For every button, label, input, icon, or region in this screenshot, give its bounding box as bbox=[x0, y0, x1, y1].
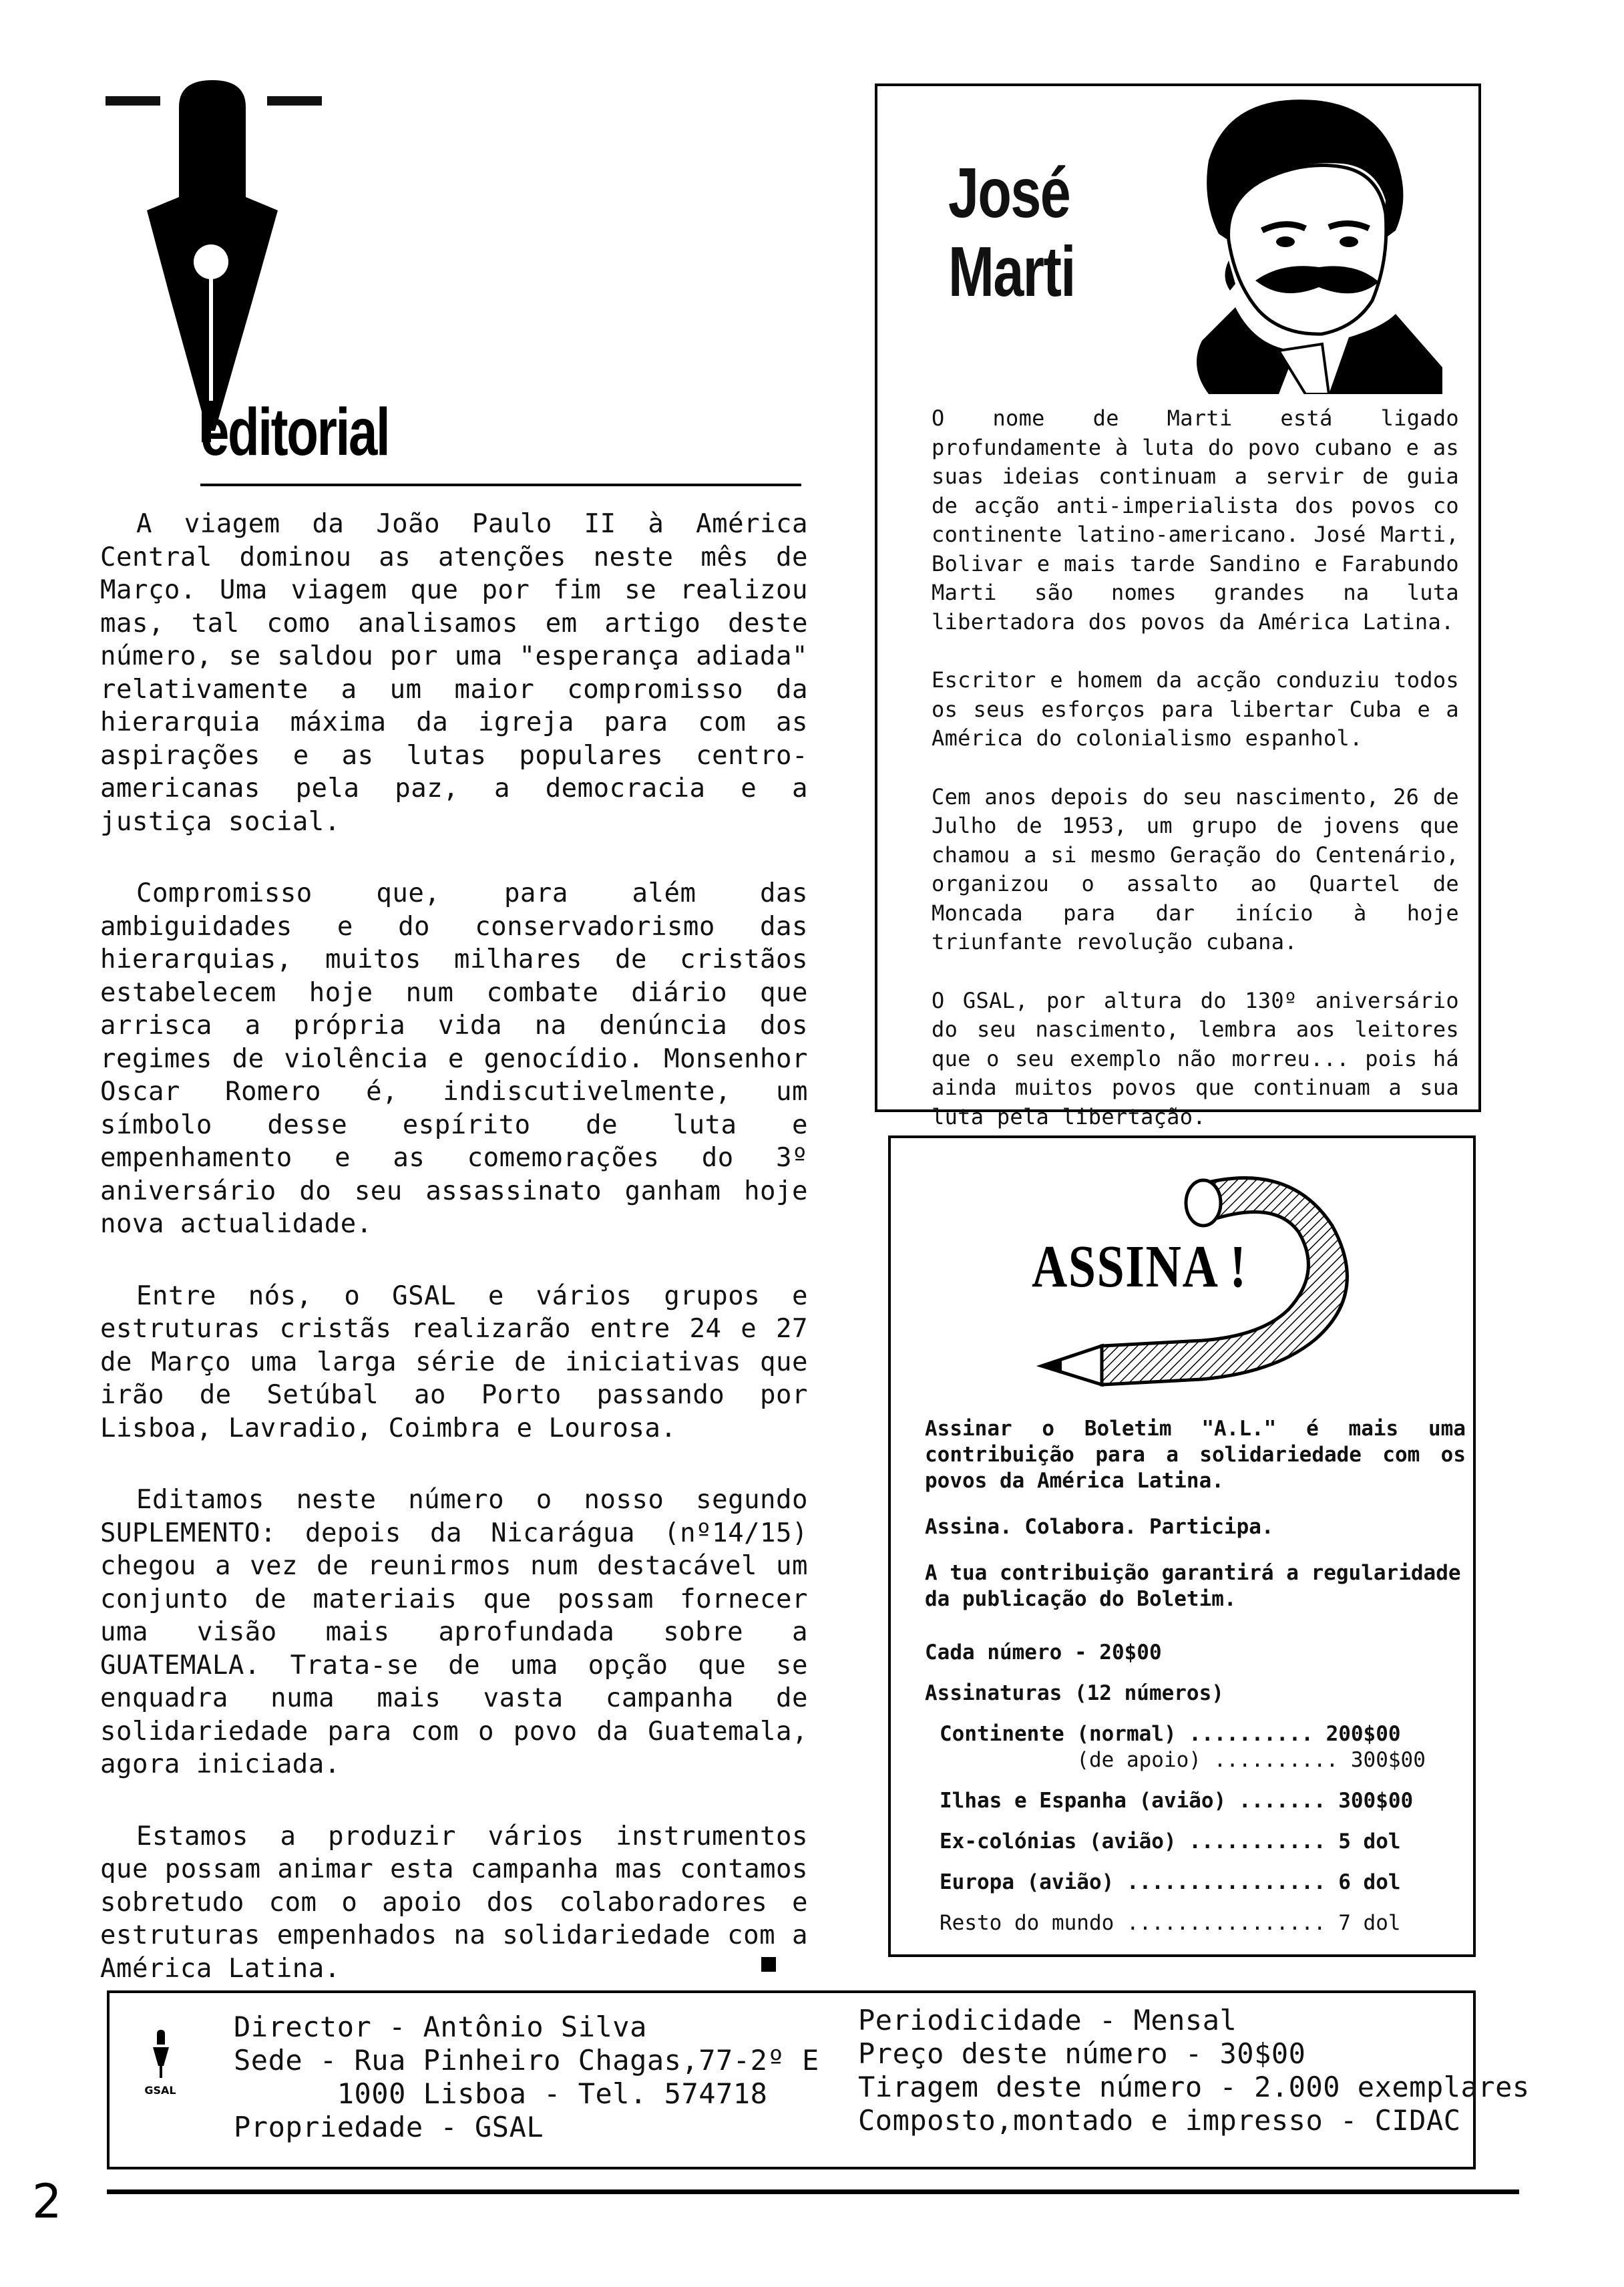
rate-row: Resto do mundo ................ 7 dol bbox=[940, 1911, 1401, 1935]
print-run-line: Tiragem deste número - 2.000 exemplares bbox=[858, 2071, 1530, 2103]
subscription-intro: Assinar o Boletim "A.L." é mais uma contribuição para a solidariedade com os povos da América Latina. bbox=[925, 1417, 1466, 1493]
rate-row: Europa (avião) ................ 6 dol bbox=[940, 1870, 1401, 1894]
jose-marti-title bbox=[948, 154, 1075, 311]
page-number: 2 bbox=[32, 2174, 62, 2229]
jose-marti-paragraph: O GSAL, por altura do 130º aniversário do seu nascimento, lembra aos leitores que o seu exemplo não morreu... pois há ainda muitos povos que continuam a sua luta pela libertação. bbox=[932, 987, 1459, 1129]
svg-text:GSAL: GSAL bbox=[144, 2084, 176, 2097]
editorial-heading: editorial bbox=[200, 395, 389, 470]
jose-marti-portrait-image bbox=[1129, 87, 1456, 394]
subscription-text bbox=[925, 1416, 1466, 1632]
rate-row: Ex-colónias (avião) ........... 5 dol bbox=[940, 1829, 1401, 1854]
single-issue-price: Cada número - 20$00 bbox=[925, 1640, 1162, 1664]
bottom-rule bbox=[107, 2189, 1519, 2194]
colophon-right bbox=[858, 2004, 1530, 2137]
editorial-paragraph: Editamos neste número o nosso segundo SUPLEMENTO: depois da Nicarágua (nº14/15) chegou a vez de reunirmos num destacável um conjunto de materiais que possam fornecer uma visão mais aprofundada sobre a GUATEMALA. Trata-se de uma opção que se enquadra numa mais vasta campanha de solidariedade para com o povo da Guatemala, agora iniciada. bbox=[100, 1485, 808, 1779]
editorial-paragraph: A viagem da João Paulo II à América Central dominou as atenções neste mês de Março. Uma viagem que por fim se realizou mas, tal como analisamos em artigo deste número, se saldou por uma "esperança adiada" relativamente a um maior compromisso da hierarquia máxima da igreja para com as aspirações e as lutas populares centro-americanas pela paz, a democracia e a justiça social. bbox=[100, 509, 808, 837]
printer-line: Composto,montado e impresso - CIDAC bbox=[858, 2104, 1461, 2137]
jose-marti-paragraph: Escritor e homem da acção conduziu todos os seus esforços para libertar Cuba e a América do colonialismo espanhol. bbox=[932, 667, 1459, 751]
rate-row: Continente (normal) .......... 200$00 bbox=[940, 1722, 1401, 1746]
jose-marti-paragraph: O nome de Marti está ligado profundamente à luta do povo cubano e as suas ideias continuam a servir de guia de acção anti-imperialista dos povos co continente latino-americano. José Marti, Bolivar e mais tarde Sandino e Farabundo Marti são nomes grandes na luta libertadora dos povos da América Latina. bbox=[932, 405, 1459, 635]
jose-marti-paragraph: Cem anos depois do seu nascimento, 26 de Julho de 1953, um grupo de jovens que chamou a si mesmo Geração do Centenário, organizou o assalto ao Quartel de Moncada para dar início à hoje triunfante revolução cubana. bbox=[932, 783, 1459, 954]
rate-row: Ilhas e Espanha (avião) ....... 300$00 bbox=[940, 1789, 1414, 1813]
subscription-call-to-action: Assina. Colabora. Participa. bbox=[925, 1515, 1274, 1539]
price-line: Preço deste número - 30$00 bbox=[858, 2037, 1306, 2070]
ownership-line: Propriedade - GSAL bbox=[234, 2111, 544, 2143]
jose-marti-text bbox=[932, 404, 1459, 1161]
address-line: Sede - Rua Pinheiro Chagas,77-2º E bbox=[234, 2044, 819, 2077]
director-line: Director - Antônio Silva bbox=[234, 2010, 647, 2043]
gsal-logo-icon bbox=[137, 2027, 184, 2101]
subscriptions-label: Assinaturas (12 números) bbox=[925, 1681, 1224, 1705]
colophon-left bbox=[234, 2010, 835, 2144]
editorial-paragraph: Entre nós, o GSAL e vários grupos e estruturas cristãs realizarão entre 24 e 27 de Março uma larga série de iniciativas que irão de Setúbal ao Porto passando por Lisboa, Lavradio, Coimbra e Lourosa. bbox=[100, 1280, 808, 1443]
jose-marti-title-line: José bbox=[948, 154, 1070, 232]
editorial-paragraph: Compromisso que, para além das ambiguidades e do conservadorismo das hierarquias, muitos milhares de cristãos estabelecem hoje num combate diário que arrisca a própria vida na denúncia dos regimes de violência e genocídio. Monsenhor Oscar Romero é, indiscutivelmente, um símbolo desse espírito de luta e empenhamento e as comemorações do 3º aniversário do seu assassinato ganham hoje nova actualidade. bbox=[100, 878, 808, 1239]
subscription-rates bbox=[925, 1640, 1466, 1951]
editorial-paragraph: Estamos a produzir vários instrumentos que possam animar esta campanha mas contamos sobretudo com o apoio dos colaboradores e estruturas empenhados na solidariedade com a América Latina. bbox=[100, 1821, 808, 1984]
editorial-divider bbox=[200, 484, 801, 486]
periodicity-line: Periodicidade - Mensal bbox=[858, 2004, 1237, 2037]
subscribe-heading: ASSINA ! bbox=[1032, 1234, 1247, 1300]
editorial-article bbox=[100, 508, 808, 2024]
rate-row: (de apoio) .......... 300$00 bbox=[940, 1748, 1426, 1772]
jose-marti-title-line: Marti bbox=[948, 232, 1075, 311]
address-line: 1000 Lisboa - Tel. 574718 bbox=[234, 2077, 768, 2110]
article-end-mark bbox=[761, 1957, 776, 1972]
subscription-note: A tua contribuição garantirá a regularidade da publicação do Boletim. bbox=[925, 1561, 1461, 1611]
